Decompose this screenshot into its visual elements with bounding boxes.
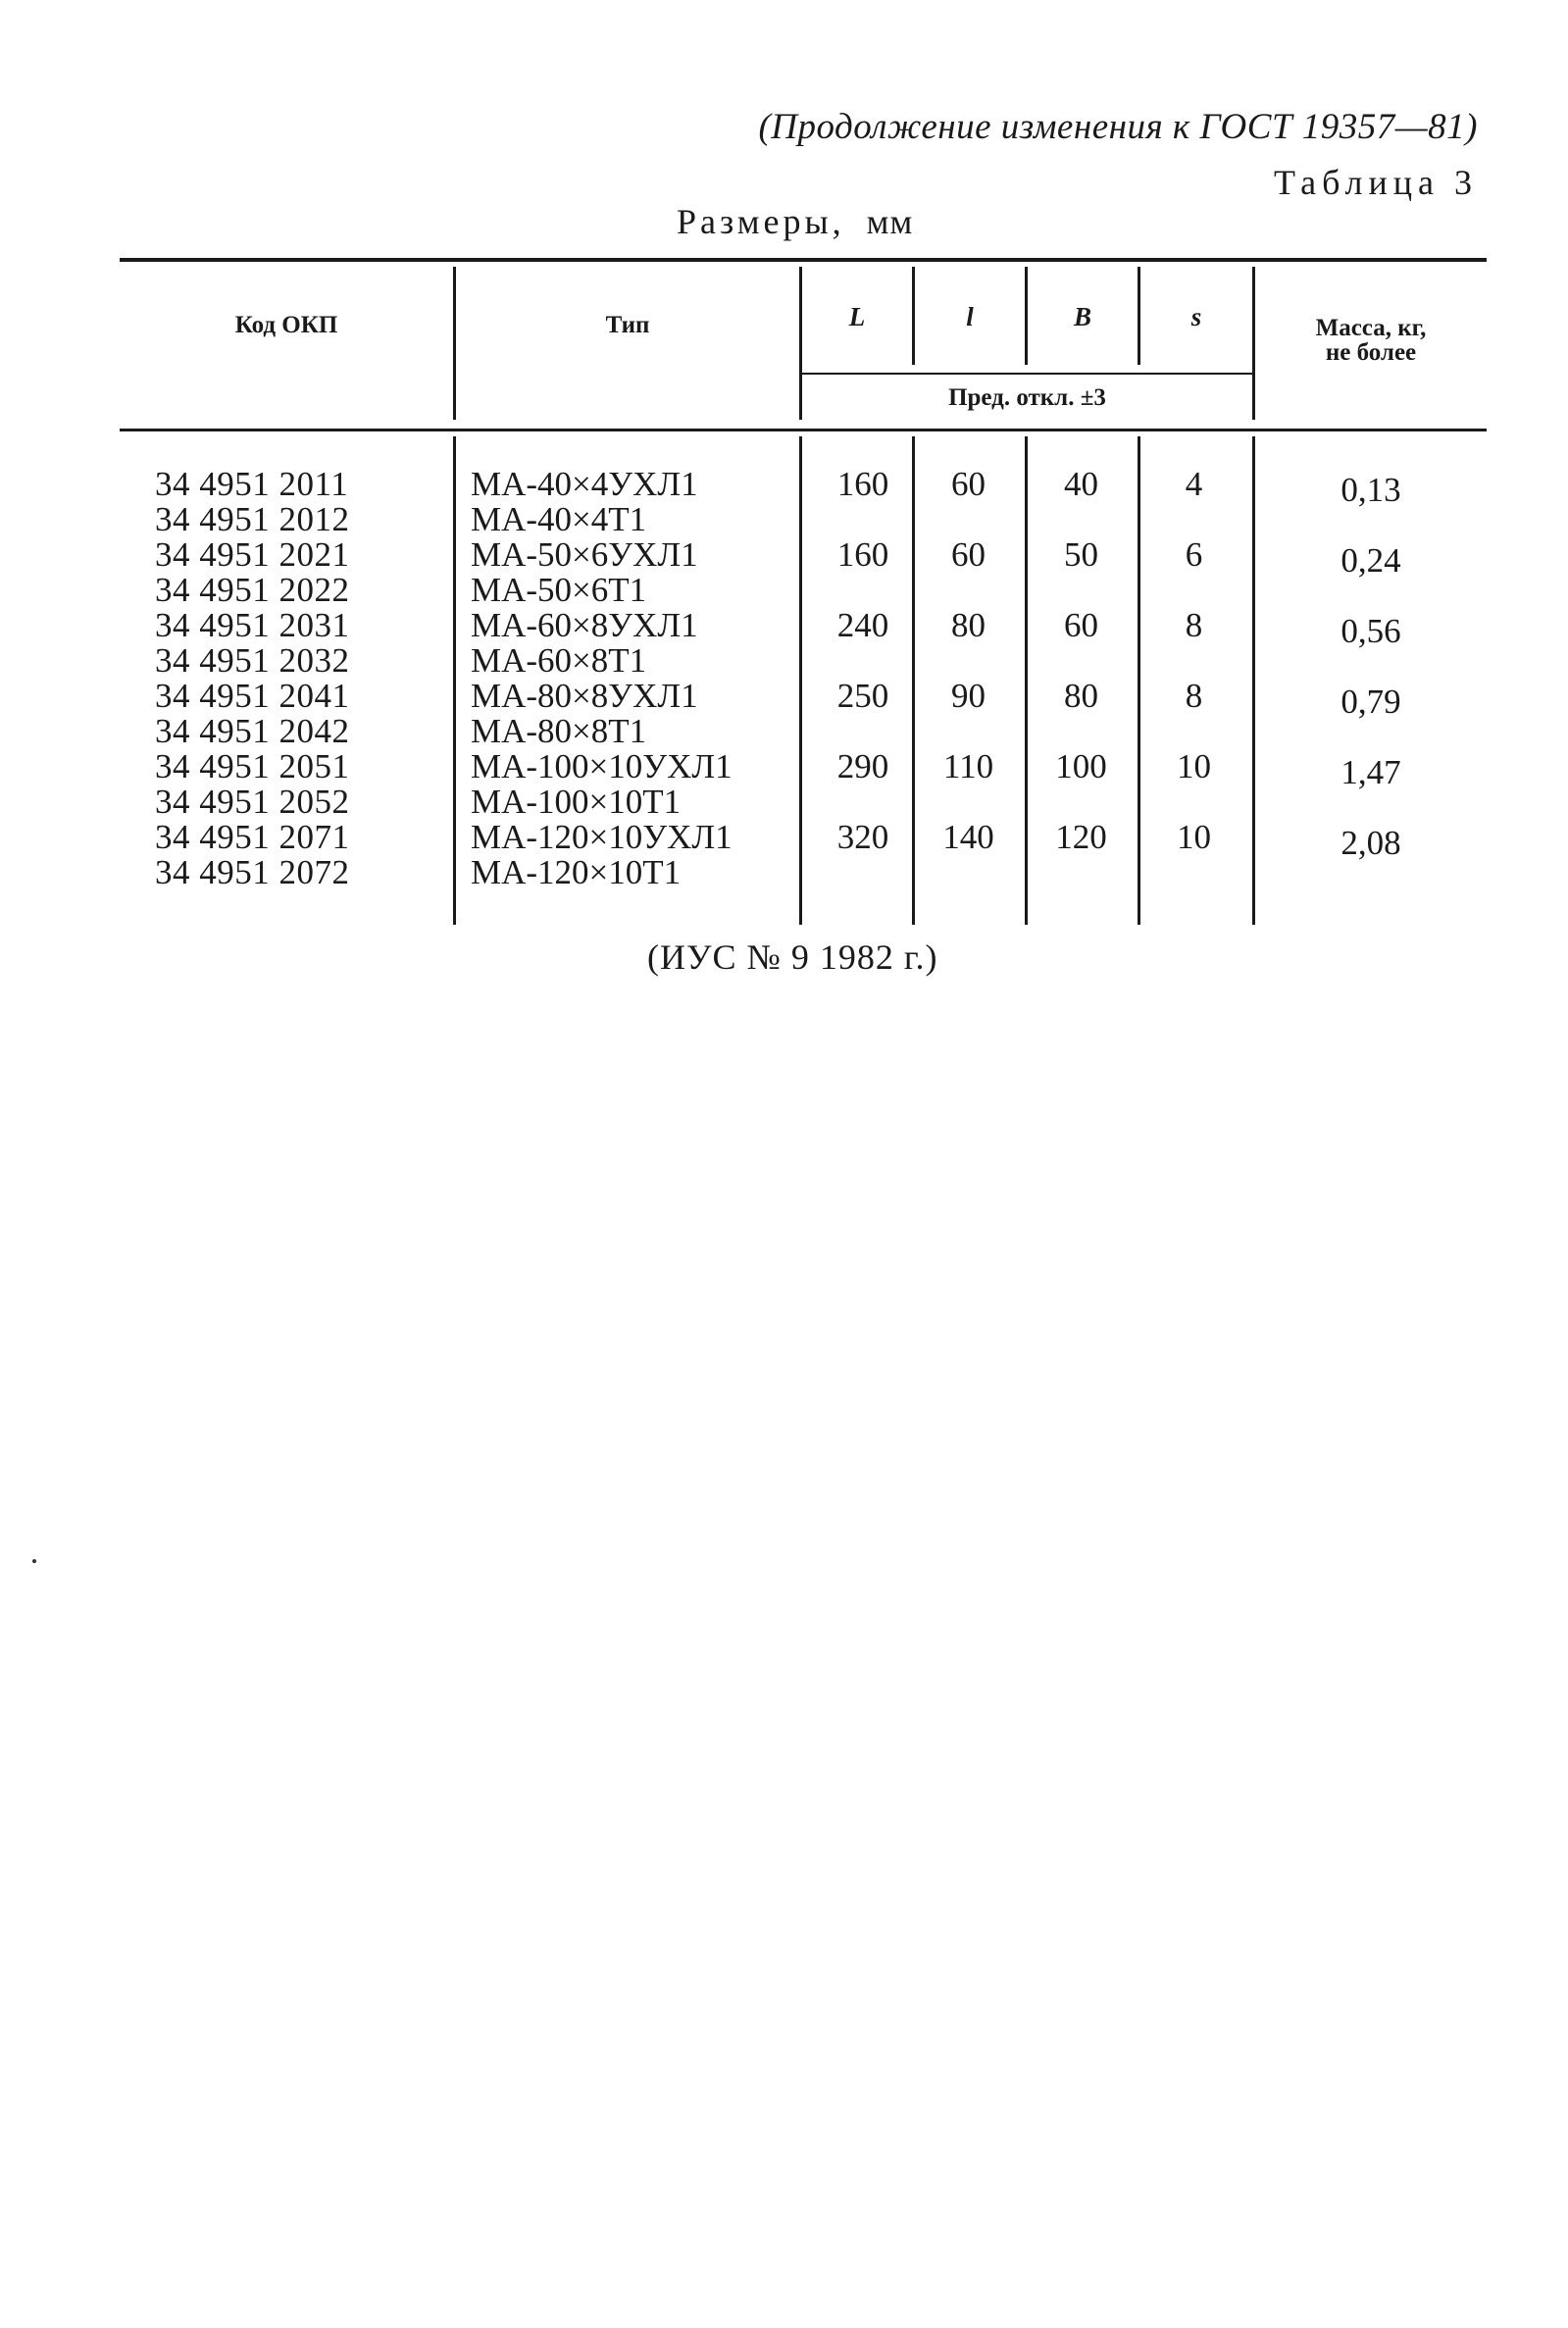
type-cell: МА-120×10Т1	[471, 853, 682, 891]
L-value-cell: 320	[836, 818, 889, 856]
okp-code-cell: 34 4951 2051	[155, 747, 350, 785]
table-number: Таблица 3	[1274, 163, 1478, 202]
s-value-cell: 10	[1177, 818, 1211, 856]
column-header-mass	[1255, 316, 1487, 365]
okp-code-cell: 34 4951 2041	[155, 677, 350, 715]
okp-code-cell: 34 4951 2021	[155, 535, 350, 574]
s-value-cell: 6	[1185, 535, 1203, 574]
type-cell: МА-100×10Т1	[471, 783, 682, 821]
mass-value-cell: 0,56	[1340, 612, 1401, 650]
table-top-rule	[120, 258, 1487, 262]
type-cell: МА-60×8УХЛ1	[471, 606, 698, 644]
column-header-s: s	[1190, 302, 1202, 331]
type-cell: МА-60×8Т1	[471, 641, 647, 680]
okp-code-cell: 34 4951 2031	[155, 606, 350, 644]
continuation-title: (Продолжение изменения к ГОСТ 19357—81)	[758, 107, 1478, 147]
mass-value-cell: 1,47	[1340, 753, 1401, 791]
okp-code-cell: 34 4951 2011	[155, 465, 349, 503]
footnote: (ИУС № 9 1982 г.)	[647, 937, 938, 977]
B-value-cell: 40	[1064, 465, 1098, 503]
dimensions-label: Размеры,	[677, 202, 845, 241]
table-row	[0, 465, 1568, 509]
okp-code-cell: 34 4951 2012	[155, 500, 350, 538]
table-row	[0, 606, 1568, 650]
table-subheader-rule	[799, 373, 1255, 375]
table-row	[0, 818, 1568, 862]
L-value-cell: 290	[836, 747, 889, 785]
column-header-L: L	[848, 302, 866, 331]
tolerance-header: Пред. откл. ±3	[948, 384, 1106, 411]
okp-code-cell: 34 4951 2072	[155, 853, 350, 891]
type-cell: МА-50×6УХЛ1	[471, 535, 698, 574]
s-value-cell: 8	[1185, 606, 1203, 644]
mass-value-cell: 2,08	[1340, 824, 1401, 862]
B-value-cell: 80	[1064, 677, 1098, 715]
scan-speck	[32, 1559, 36, 1563]
type-cell: МА-40×4Т1	[471, 500, 647, 538]
l-value-cell: 60	[951, 465, 986, 503]
mass-header-line1: Масса, кг,	[1315, 315, 1427, 341]
B-value-cell: 100	[1055, 747, 1107, 785]
type-cell: МА-80×8Т1	[471, 712, 647, 750]
l-value-cell: 80	[951, 606, 986, 644]
mass-header-line2: не более	[1325, 339, 1417, 366]
l-value-cell: 90	[951, 677, 986, 715]
dimensions-unit: мм	[866, 202, 914, 241]
table-header-rule	[120, 429, 1487, 431]
dimensions-caption	[677, 201, 913, 242]
table-row	[0, 502, 1568, 537]
L-value-cell: 250	[836, 677, 889, 715]
L-value-cell: 160	[836, 465, 889, 503]
s-value-cell: 10	[1177, 747, 1211, 785]
table-row	[0, 747, 1568, 791]
type-cell: МА-40×4УХЛ1	[471, 465, 698, 503]
okp-code-cell: 34 4951 2032	[155, 641, 350, 680]
B-value-cell: 120	[1055, 818, 1107, 856]
s-value-cell: 8	[1185, 677, 1203, 715]
column-header-B: B	[1073, 302, 1091, 331]
type-cell: МА-100×10УХЛ1	[471, 747, 733, 785]
okp-code-cell: 34 4951 2022	[155, 571, 350, 609]
l-value-cell: 110	[942, 747, 994, 785]
type-cell: МА-50×6Т1	[471, 571, 647, 609]
okp-code-cell: 34 4951 2042	[155, 712, 350, 750]
l-value-cell: 140	[942, 818, 994, 856]
l-value-cell: 60	[951, 535, 986, 574]
mass-value-cell: 0,24	[1340, 541, 1401, 580]
column-header-code: Код ОКП	[234, 312, 338, 338]
B-value-cell: 50	[1064, 535, 1098, 574]
column-header-type: Тип	[605, 312, 650, 338]
table-row	[0, 784, 1568, 820]
mass-value-cell: 0,13	[1340, 471, 1401, 509]
type-cell: МА-120×10УХЛ1	[471, 818, 733, 856]
s-value-cell: 4	[1185, 465, 1203, 503]
L-value-cell: 160	[836, 535, 889, 574]
table-row	[0, 677, 1568, 721]
L-value-cell: 240	[836, 606, 889, 644]
column-header-l: l	[966, 302, 974, 331]
table-row	[0, 855, 1568, 890]
okp-code-cell: 34 4951 2052	[155, 783, 350, 821]
table-row	[0, 714, 1568, 749]
table-row	[0, 643, 1568, 679]
type-cell: МА-80×8УХЛ1	[471, 677, 698, 715]
header-divider	[453, 267, 456, 420]
B-value-cell: 60	[1064, 606, 1098, 644]
mass-value-cell: 0,79	[1340, 683, 1401, 721]
table-row	[0, 535, 1568, 580]
table-row	[0, 573, 1568, 608]
okp-code-cell: 34 4951 2071	[155, 818, 350, 856]
